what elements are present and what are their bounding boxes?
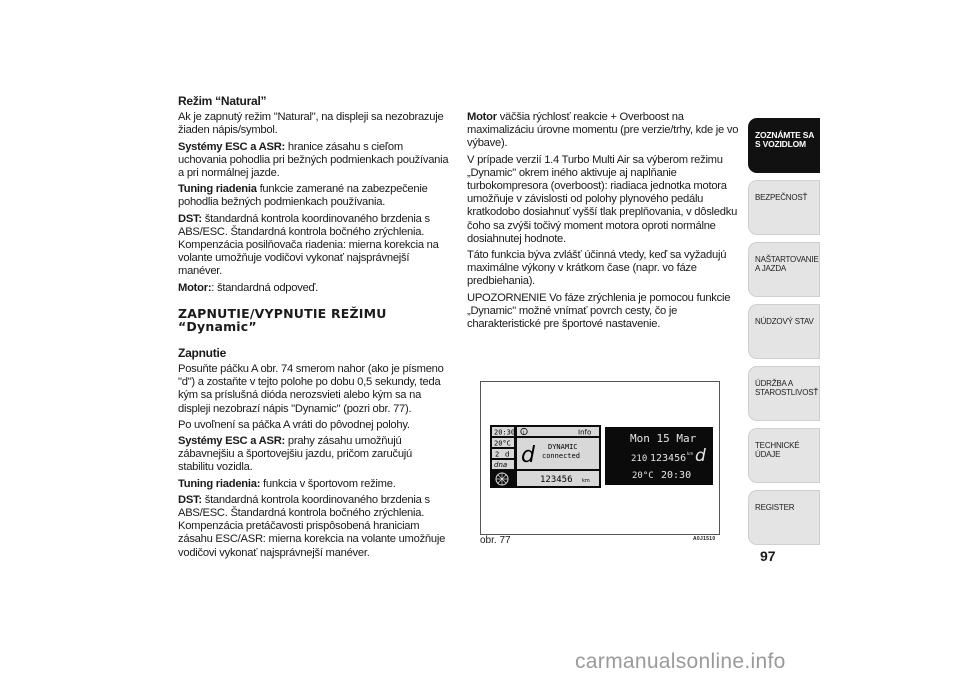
instrument-display-right — [605, 427, 713, 485]
left-mode-letter: d — [505, 450, 510, 459]
instrument-display-left — [490, 425, 601, 488]
tab-zoznamte-sa-s-vozidlom[interactable]: ZOZNÁMTE SA S VOZIDLOM — [748, 118, 820, 173]
zapnutie-heading: Zapnutie — [178, 345, 226, 360]
figure-caption: obr. 77 — [480, 535, 511, 546]
right-mode-letter: d — [695, 446, 706, 466]
zapnutie-paragraph: Po uvoľnení sa páčka A vráti do pôvodnej polohy. — [178, 418, 410, 431]
svg-text:i: i — [522, 430, 525, 436]
left-time: 20:30 — [494, 428, 516, 437]
figure-code: A0J1510 — [693, 536, 716, 542]
dynamic-item: DST: štandardná kontrola koordinovaného brzdenia s ABS/ESC. Štandardná kontrola bočného zrýchlenia. Kompenzácia pretáčavosti prispôsobená hraniciam zásahu ESC/ASR: mierna korekcia na volante umožňuje vodičovi vykonať najsprávnejší manéver. — [178, 493, 446, 559]
left-column — [178, 95, 450, 563]
watermark: carmanualsonline.info — [575, 650, 786, 673]
motor-paragraph: Motor väčšia rýchlosť reakcie + Overboost na maximalizáciu úrovne momentu (pre verzie/trhy, kde je vo výbave). — [467, 111, 739, 150]
dna-logo: dna — [494, 461, 508, 469]
natural-heading: Režim “Natural” — [178, 94, 267, 108]
dynamic-line2: connected — [542, 452, 580, 460]
dynamic-line1: DYNAMIC — [548, 443, 578, 451]
dynamic-item: Tuning riadenia: funkcia v športovom režime. — [178, 477, 396, 490]
right-column — [467, 111, 739, 334]
tab-udrzba-a-starostlivost[interactable]: ÚDRŽBA A STAROSTLIVOSŤ — [748, 366, 820, 421]
tab-bezpecnost[interactable]: BEZPEČNOSŤ — [748, 180, 820, 235]
tab-nastartovanie-a-jazda[interactable]: NAŠTARTOVANIE A JAZDA — [748, 242, 820, 297]
right-odometer: 123456 — [650, 453, 687, 464]
figure-77 — [480, 381, 720, 535]
warning-paragraph: UPOZORNENIE Vo fáze zrýchlenia je pomocou funkcie „Dynamic" možné vnímať povrch cesty, čo je charakteristické pre športové nastavenie. — [467, 291, 731, 331]
network-globe-icon — [496, 473, 508, 485]
left-unit: km — [582, 478, 590, 484]
left-odometer: 123456 — [540, 475, 573, 485]
natural-intro: Ak je zapnutý režim "Natural", na displeji sa nezobrazuje žiaden nápis/symbol. — [178, 111, 444, 137]
natural-item: DST: štandardná kontrola koordinovaného brzdenia s ABS/ESC. Štandardná kontrola bočného zrýchlenia. Kompenzácia posilňovača riadenia: mierna korekcia na volante umožňuje vodičovi vykonať najsprávnejší manéver. — [178, 212, 439, 278]
zapnutie-paragraph: Posuňte páčku A obr. 74 smerom nahor (ako je písmeno "d") a zostaňte v tejto polohe po dobu 0,5 sekundy, teda kým sa príslušná dióda nerozsvieti alebo kým sa na displeji nezobrazí nápis "Dynamic" (pozri obr. 77). — [178, 363, 444, 415]
function-paragraph: Táto funkcia býva zvlášť účinná vtedy, keď sa vyžadujú maximálne výkony v krátkom čase (napr. vo fáze predbiehania). — [467, 249, 727, 288]
dynamic-d-icon: d — [521, 443, 535, 468]
right-temp: 20°C — [632, 471, 654, 481]
page-number: 97 — [760, 548, 776, 564]
natural-item: Tuning riadenia funkcie zamerané na zabezpečenie pohodlia bežných podmienkach používania. — [178, 183, 428, 209]
natural-item: Motor:: štandardná odpoveď. — [178, 281, 319, 294]
left-temp: 20°C — [494, 439, 511, 448]
dynamic-item: Systémy ESC a ASR: prahy zásahu umožňujú zábavnejšiu a športovejšiu jazdu, pričom zaručujú stabilitu vozidla. — [178, 435, 413, 474]
left-gear: 2 — [495, 450, 500, 459]
tab-register[interactable]: REGISTER — [748, 490, 820, 545]
section-title: ZAPNUTIE/VYPNUTIE REŽIMU “Dynamic” — [178, 305, 387, 334]
right-time: 20:30 — [661, 470, 692, 481]
natural-item: Systémy ESC a ASR: hranice zásahu s cieľom uchovania pohodlia pri bežných podmienkach používania a pri normálnej jazde. — [178, 140, 449, 180]
overboost-paragraph: V prípade verzií 1.4 Turbo Multi Air sa výberom režimu „Dynamic" okrem iného aktivuje aj naplňanie turbokompresora (overboost): riadiaca jednotka motora umožňuje v závislosti od polohy plynového pedálu kratkodobo dosiahnuť vyšší tlak preplňovania, v dôsledku čoho sa zvýši točivý moment motora oproti normálne dosiahnutej hodnote. — [467, 153, 738, 245]
tab-technicke-udaje[interactable]: TECHNICKÉ ÚDAJE — [748, 428, 820, 483]
tab-nudzovy-stav[interactable]: NÚDZOVÝ STAV — [748, 304, 820, 359]
right-trip: 210 — [631, 454, 648, 464]
right-unit: km — [687, 451, 694, 456]
right-date: Mon 15 Mar — [630, 432, 697, 445]
info-label: Info — [578, 428, 592, 437]
